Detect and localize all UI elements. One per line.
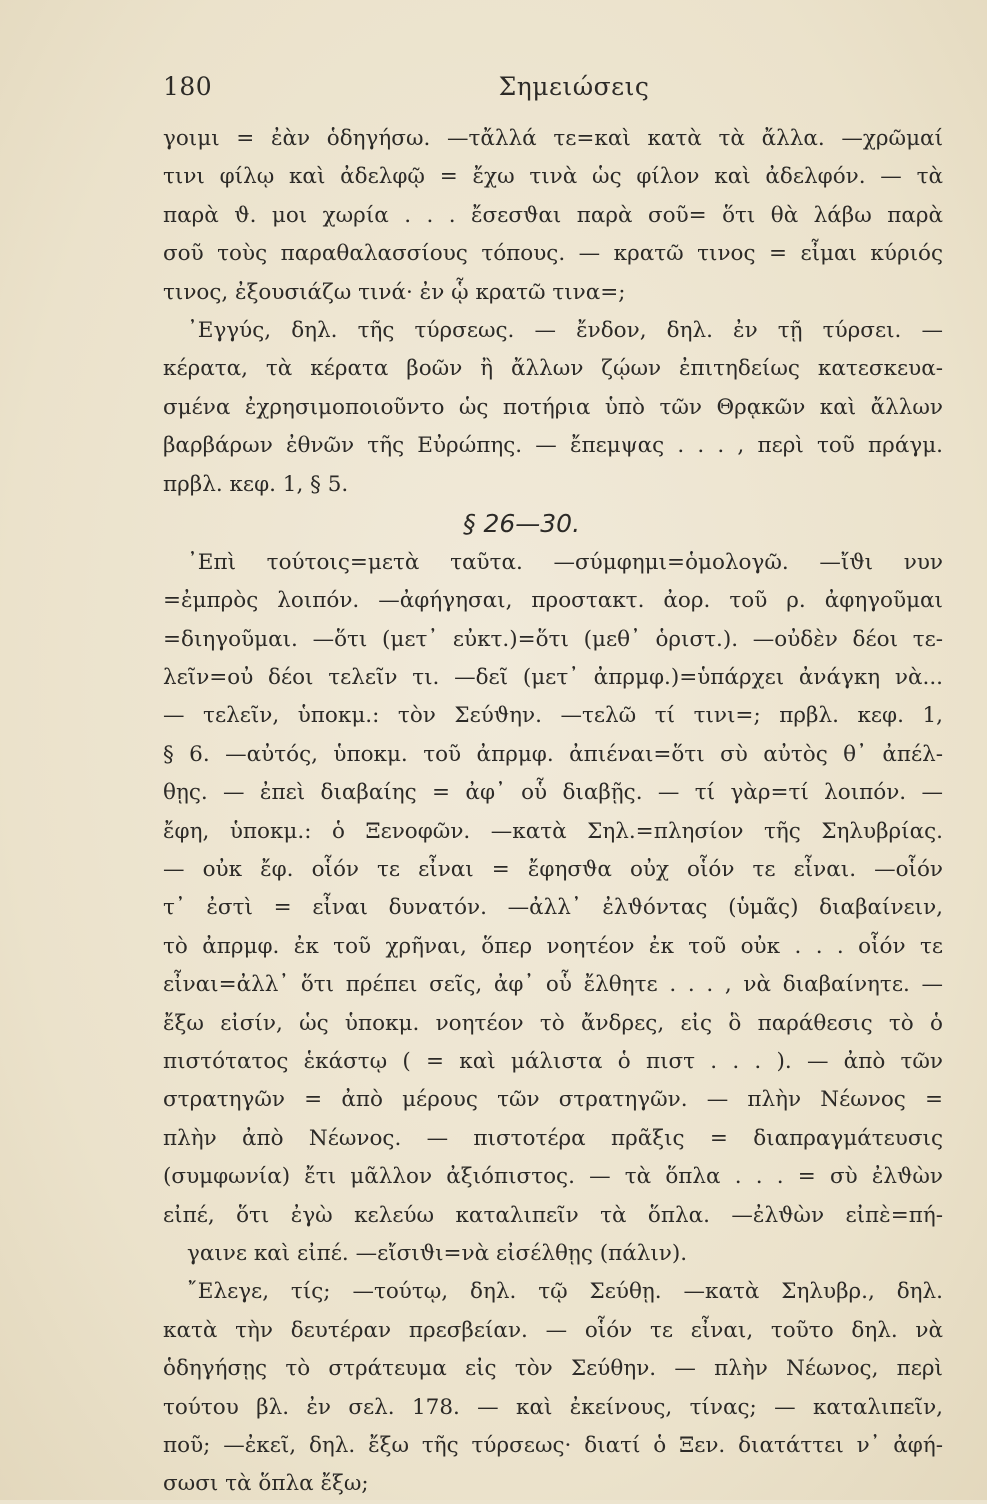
section-heading: § 26—30. bbox=[463, 508, 581, 538]
page-body bbox=[163, 120, 943, 1504]
text-line: εἶναι=ἀλλ᾽ ὅτι πρέπει σεῖς, ἀφ᾽ οὗ ἔλθητε . . . , νὰ διαβαίνητε. — bbox=[163, 972, 943, 998]
text-line: ῎Ελεγε, τίς; —τούτῳ, δηλ. τῷ Σεύθῃ. —κατὰ Σηλυβρ., δηλ. bbox=[187, 1279, 943, 1305]
text-line: πιστότατος ἑκάστῳ ( = καὶ μάλιστα ὁ πιστ . . . ). — ἀπὸ τῶν bbox=[163, 1048, 943, 1074]
text-line: — τελεῖν, ὑποκμ.: τὸν Σεύϑην. —τελῶ τί τινι=; πρβλ. κεφ. 1, bbox=[163, 703, 943, 729]
text-line: εἰπέ, ὅτι ἐγὼ κελεύω καταλιπεῖν τὰ ὅπλα. —ἐλϑὼν εἰπὲ=πή- bbox=[163, 1202, 943, 1228]
text-line: πρβλ. κεφ. 1, § 5. bbox=[163, 471, 349, 497]
text-line: ποῦ; —ἐκεῖ, δηλ. ἔξω τῆς τύρσεως· διατί ὁ Ξεν. διατάττει ν᾽ ἀφή- bbox=[163, 1432, 943, 1458]
text-line: γοιμι = ἐὰν ὁδηγήσω. —τἄλλά τε=καὶ κατὰ τὰ ἄλλα. —χρῶμαί bbox=[163, 126, 943, 151]
text-line: =διηγοῦμαι. —ὅτι (μετ᾽ εὐκτ.)=ὅτι (μεθ᾽ ὁριστ.). —οὐδὲν δέοι τε- bbox=[163, 626, 943, 652]
text-line: σωσι τὰ ὅπλα ἔξω; bbox=[163, 1471, 369, 1497]
text-line: =ἐμπρὸς λοιπόν. —ἀφήγησαι, προστακτ. ἀορ. τοῦ ρ. ἀφηγοῦμαι bbox=[163, 588, 943, 614]
text-line: κατὰ τὴν δευτέραν πρεσβείαν. — οἷόν τε εἶναι, τοῦτο δηλ. νὰ bbox=[163, 1317, 943, 1343]
page-header bbox=[163, 72, 925, 108]
text-line: στρατηγῶν = ἀπὸ μέρους τῶν στρατηγῶν. — πλὴν Νέωνος = bbox=[163, 1087, 943, 1113]
text-line: πλὴν ἀπὸ Νέωνος. — πιστοτέρα πρᾶξις = διαπραγμάτευσις bbox=[163, 1125, 943, 1151]
text-line: σμένα ἐχρησιμοποιοῦντο ὡς ποτήρια ὑπὸ τῶν Θρᾳκῶν καὶ ἄλλων bbox=[163, 394, 943, 420]
text-line: σοῦ τοὺς παραθαλασσίους τόπους. — κρατῶ τινος = εἶμαι κύριός bbox=[163, 241, 943, 267]
text-line: τούτου βλ. ἐν σελ. 178. — καὶ ἐκείνους, τίνας; — καταλιπεῖν, bbox=[163, 1394, 943, 1420]
text-line: τ᾽ ἐστὶ = εἶναι δυνατόν. —ἀλλ᾽ ἐλϑόντας (ὑμᾶς) διαβαίνειν, bbox=[163, 895, 943, 921]
text-line: ὁδηγήσῃς τὸ στράτευμα εἰς τὸν Σεύθην. — πλὴν Νέωνος, περὶ bbox=[163, 1356, 943, 1382]
text-line: ἔφη, ὑποκμ.: ὁ Ξενοφῶν. —κατὰ Σηλ.=πλησίον τῆς Σηλυβρίας. bbox=[163, 818, 943, 844]
text-line: θῃς. — ἐπεὶ διαβαίης = ἀφ᾽ οὗ διαβῇς. — τί γὰρ=τί λοιπόν. — bbox=[163, 780, 943, 806]
text-line: ἔξω εἰσίν, ὡς ὑποκμ. νοητέον τὸ ἄνδρες, εἰς ὃ παράθεσις τὸ ὁ bbox=[163, 1010, 943, 1036]
text-line: κέρατα, τὰ κέρατα βοῶν ἢ ἄλλων ζῴων ἐπιτηδείως κατεσκευα- bbox=[163, 356, 943, 382]
running-title: Σημειώσεις bbox=[498, 72, 650, 101]
text-line: (συμφωνία) ἔτι μᾶλλον ἀξιόπιστος. — τὰ ὅπλα . . . = σὺ ἐλϑὼν bbox=[163, 1164, 943, 1190]
page-number: 180 bbox=[163, 72, 213, 101]
text-line: ᾿Επὶ τούτοις=μετὰ ταῦτα. —σύμφημι=ὁμολογῶ. —ἴϑι νυν bbox=[187, 549, 943, 575]
text-line: βαρβάρων ἐθνῶν τῆς Εὐρώπης. — ἔπεμψας . . . , περὶ τοῦ πράγμ. bbox=[163, 433, 943, 459]
text-line: τὸ ἀπρμφ. ἐκ τοῦ χρῆναι, ὅπερ νοητέον ἐκ τοῦ οὐκ . . . οἷόν τε bbox=[163, 933, 943, 959]
text-line: § 6. —αὐτός, ὑποκμ. τοῦ ἀπρμφ. ἀπιέναι=ὅτι σὺ αὐτὸς θ᾽ ἀπέλ- bbox=[163, 741, 943, 767]
text-line: — οὐκ ἔφ. οἷόν τε εἶναι = ἔφησϑα οὐχ οἷόν τε εἶναι. —οἷόν bbox=[163, 857, 943, 883]
text-line: γαινε καὶ εἰπέ. —εἴσιϑι=νὰ εἰσέλθῃς (πάλιν). bbox=[187, 1240, 688, 1266]
text-line: τινος, ἐξουσιάζω τινά· ἐν ᾧ κρατῶ τινα=; bbox=[163, 279, 626, 305]
text-line: ᾿Εγγύς, δηλ. τῆς τύρσεως. — ἔνδον, δηλ. ἐν τῇ τύρσει. — bbox=[187, 317, 943, 343]
text-line: παρὰ ϑ. μοι χωρία . . . ἔσεσϑαι παρὰ σοῦ= ὅτι θὰ λάβω παρὰ bbox=[163, 202, 943, 228]
text-line: λεῖν=οὐ δέοι τελεῖν τι. —δεῖ (μετ᾽ ἀπρμφ.)=ὑπάρχει ἀνάγκη νὰ... bbox=[163, 665, 943, 691]
text-line: τινι φίλῳ καὶ ἀδελφῷ = ἔχω τινὰ ὡς φίλον καὶ ἀδελφόν. — τὰ bbox=[163, 164, 943, 190]
